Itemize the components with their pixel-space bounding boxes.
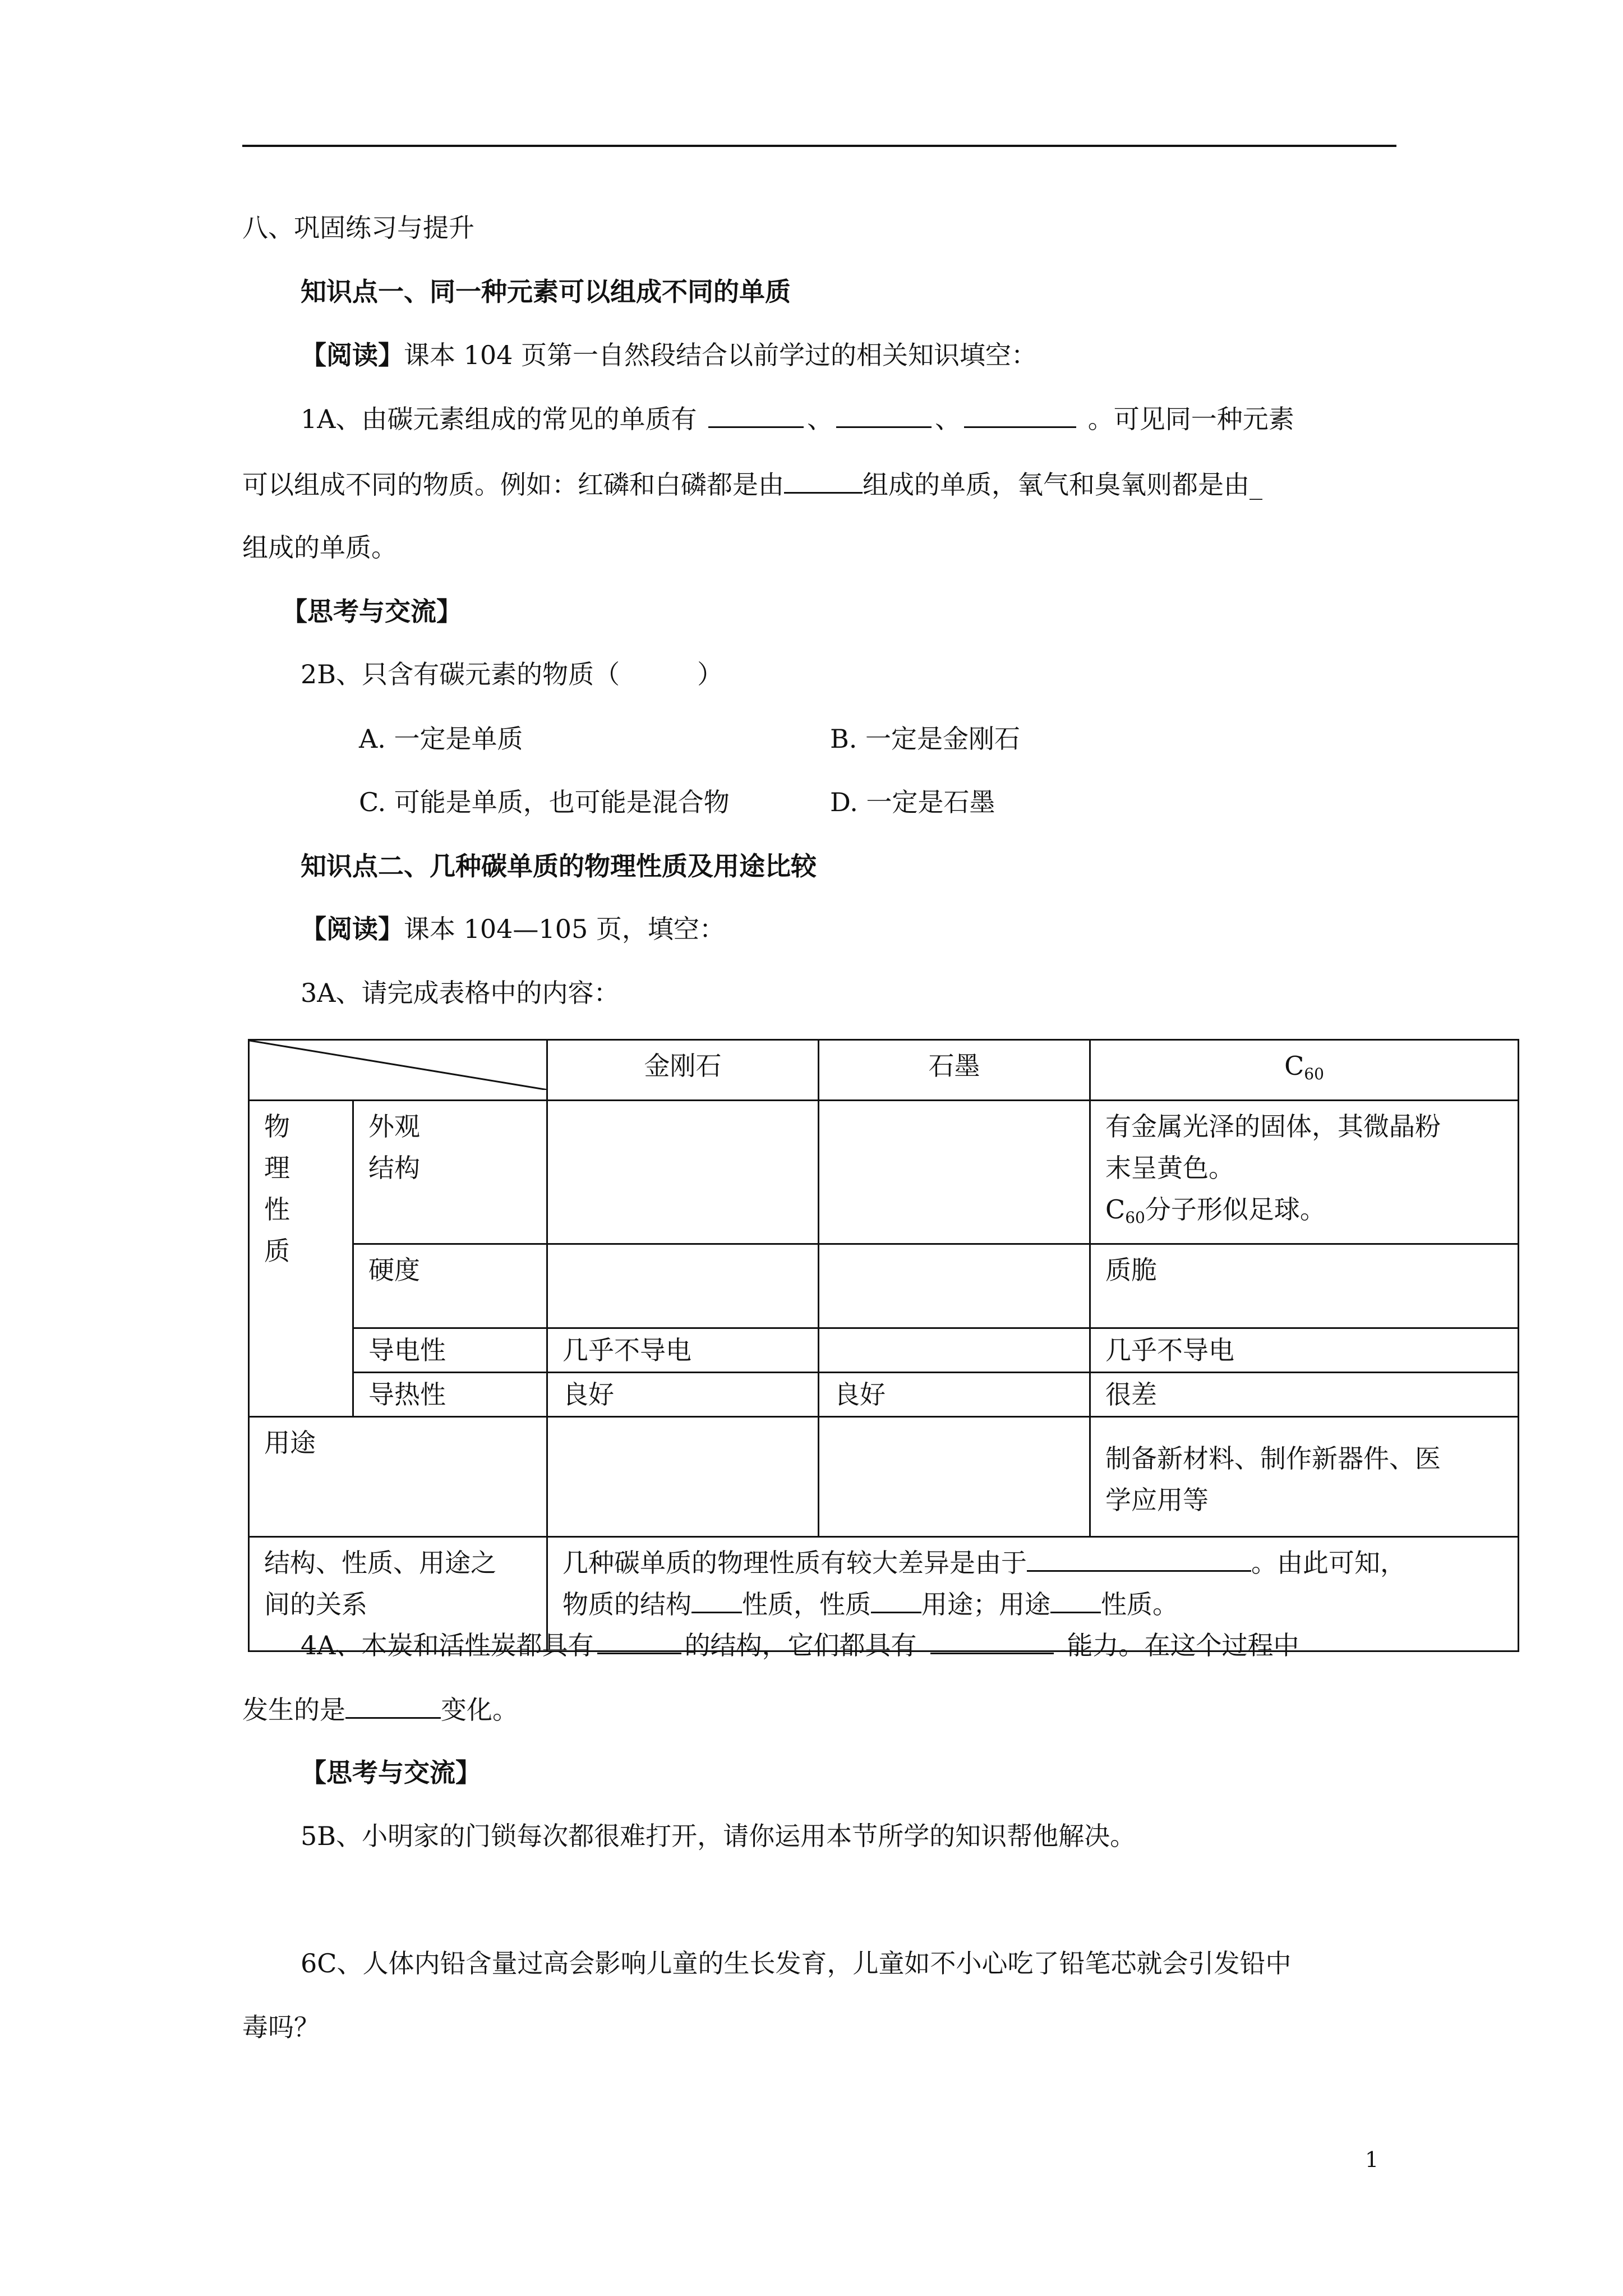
- answer-blank[interactable]: [345, 1692, 441, 1719]
- hardness-graphite-cell[interactable]: [819, 1244, 1090, 1328]
- page-number: 1: [1365, 2147, 1379, 2172]
- reading-tag: 【阅读】: [301, 340, 404, 370]
- diagonal-line: [250, 1041, 548, 1090]
- carbon-comparison-table: [248, 1039, 1519, 1652]
- answer-blank[interactable]: [708, 402, 804, 428]
- table-row-conductivity: [249, 1328, 1519, 1373]
- header-diamond: 金刚石: [547, 1040, 819, 1101]
- use-diamond-cell[interactable]: [547, 1417, 819, 1537]
- relation-text-2a: 物质的结构: [562, 1589, 691, 1619]
- option-b[interactable]: B. 一定是金刚石: [830, 724, 1021, 754]
- separator: 、: [807, 404, 833, 434]
- reading-instruction-2: [301, 912, 725, 946]
- option-d[interactable]: D. 一定是石墨: [830, 787, 995, 817]
- knowledge-point-1-title: 知识点一、同一种元素可以组成不同的单质: [301, 277, 791, 307]
- question-4-line-2: [242, 1692, 518, 1727]
- use-c60-line-1: 制备新材料、制作新器件、医: [1105, 1443, 1441, 1474]
- appearance-diamond-cell[interactable]: [547, 1101, 819, 1244]
- appearance-c60-line-1: 有金属光泽的固体，其微晶粉: [1105, 1111, 1441, 1142]
- answer-blank[interactable]: [871, 1587, 921, 1613]
- answer-blank[interactable]: [784, 467, 863, 494]
- table-row-hardness: [249, 1244, 1519, 1328]
- answer-blank[interactable]: [597, 1628, 681, 1654]
- section-title: 八、巩固练习与提升: [242, 213, 474, 243]
- answer-blank[interactable]: [836, 402, 932, 428]
- conductivity-label: 导电性: [353, 1328, 547, 1373]
- appearance-label-2: 结构: [368, 1153, 420, 1183]
- option-a[interactable]: A. 一定是单质: [359, 724, 523, 754]
- question-4-text-c: 能力。在这个过程中: [1067, 1630, 1299, 1660]
- relation-label-1: 结构、性质、用途之: [264, 1548, 496, 1578]
- answer-blank[interactable]: [964, 402, 1076, 428]
- question-6-line-1: 6C、人体内铅含量过高会影响儿童的生长发育，儿童如不小心吃了铅笔芯就会引发铅中: [301, 1948, 1292, 1978]
- relation-text-2b: 性质，性质: [742, 1589, 871, 1619]
- thermal-graphite: 良好: [819, 1373, 1090, 1417]
- question-1-text-c: 可以组成不同的物质。例如：红磷和白磷都是由: [242, 470, 784, 500]
- question-1-text-a: 1A、由碳元素组成的常见的单质有: [301, 404, 697, 434]
- table-row-appearance: [249, 1101, 1519, 1244]
- question-5: 5B、小明家的门锁每次都很难打开，请你运用本节所学的知识帮他解决。: [301, 1821, 1136, 1851]
- appearance-c60-rest: 分子形似足球。: [1145, 1194, 1326, 1225]
- appearance-c60-line-3: [1105, 1189, 1503, 1239]
- question-1-line-1: [301, 402, 1294, 436]
- diagonal-header-cell: [249, 1040, 547, 1101]
- physical-char: 性: [264, 1194, 290, 1225]
- thermal-diamond: 良好: [547, 1373, 819, 1417]
- thermal-label: 导热性: [353, 1373, 547, 1417]
- hardness-c60: 质脆: [1090, 1244, 1519, 1328]
- answer-blank[interactable]: [930, 1628, 1054, 1654]
- question-4-text-b: 的结构，它们都具有: [684, 1630, 917, 1660]
- appearance-label: [353, 1101, 547, 1244]
- use-c60-line-2: 学应用等: [1105, 1485, 1209, 1515]
- c60-subscript: 60: [1125, 1208, 1145, 1227]
- appearance-c60-cell: [1090, 1101, 1519, 1244]
- conductivity-c60: 几乎不导电: [1090, 1328, 1519, 1373]
- conductivity-graphite-cell[interactable]: [819, 1328, 1090, 1373]
- physical-properties-label: [249, 1101, 353, 1417]
- use-label: 用途: [249, 1417, 547, 1537]
- question-4-text-d: 发生的是: [242, 1695, 345, 1725]
- answer-blank[interactable]: [1027, 1545, 1251, 1572]
- header-c60: [1090, 1040, 1519, 1101]
- option-c[interactable]: C. 可能是单质，也可能是混合物: [359, 787, 730, 817]
- c60-base: C: [1284, 1051, 1304, 1081]
- relation-text-1b: 。由此可知，: [1251, 1548, 1406, 1578]
- question-4-text-a: 4A、木炭和活性炭都具有: [301, 1630, 594, 1660]
- c60-base: C: [1105, 1194, 1126, 1225]
- table-header-row: [249, 1040, 1519, 1101]
- use-c60: [1090, 1417, 1519, 1537]
- question-1-line-3: 组成的单质。: [242, 532, 397, 563]
- thermal-c60: 很差: [1090, 1373, 1519, 1417]
- reading-text: 课本 104 页第一自然段结合以前学过的相关知识填空：: [404, 340, 1038, 370]
- use-graphite-cell[interactable]: [819, 1417, 1090, 1537]
- knowledge-point-2-title: 知识点二、几种碳单质的物理性质及用途比较: [301, 851, 817, 881]
- reading-text: 课本 104—105 页，填空：: [404, 914, 725, 944]
- question-1-line-2: [242, 467, 1262, 501]
- reading-tag: 【阅读】: [301, 914, 404, 944]
- question-1-text-d: 组成的单质，氧气和臭氧则都是由_: [863, 470, 1262, 500]
- question-2: 2B、只含有碳元素的物质（ ）: [301, 659, 723, 689]
- physical-char: 理: [264, 1153, 290, 1183]
- question-3: 3A、请完成表格中的内容：: [301, 978, 620, 1008]
- header-graphite: 石墨: [819, 1040, 1090, 1101]
- relation-text-2d: 性质。: [1101, 1589, 1178, 1619]
- hardness-label: 硬度: [353, 1244, 547, 1328]
- think-discuss-tag-2: 【思考与交流】: [301, 1757, 481, 1788]
- relation-line-2: [562, 1584, 1503, 1625]
- hardness-diamond-cell[interactable]: [547, 1244, 819, 1328]
- table-row-thermal: [249, 1373, 1519, 1417]
- appearance-graphite-cell[interactable]: [819, 1101, 1090, 1244]
- relation-text-2c: 用途；用途: [921, 1589, 1050, 1619]
- separator: 、: [935, 404, 961, 434]
- answer-blank[interactable]: [691, 1587, 742, 1613]
- question-4-text-e: 变化。: [441, 1695, 518, 1725]
- header-rule: [242, 145, 1396, 147]
- physical-char: 质: [264, 1236, 290, 1266]
- relation-text-1a: 几种碳单质的物理性质有较大差异是由于: [562, 1548, 1027, 1578]
- appearance-c60-line-2: 末呈黄色。: [1105, 1153, 1234, 1183]
- question-6-line-2: 毒吗？: [242, 2012, 320, 2042]
- physical-char: 物: [264, 1111, 290, 1142]
- reading-instruction-1: [301, 338, 1037, 372]
- relation-line-1: [562, 1542, 1503, 1584]
- c60-subscript: 60: [1304, 1065, 1324, 1083]
- think-discuss-tag-1: 【思考与交流】: [282, 596, 462, 627]
- answer-blank[interactable]: [1050, 1587, 1101, 1613]
- question-4-line-1: [301, 1628, 1299, 1662]
- appearance-label-1: 外观: [368, 1111, 420, 1142]
- question-1-text-b: 。可见同一种元素: [1087, 404, 1294, 434]
- relation-label-2: 间的关系: [264, 1589, 367, 1619]
- table-row-use: [249, 1417, 1519, 1537]
- conductivity-diamond: 几乎不导电: [547, 1328, 819, 1373]
